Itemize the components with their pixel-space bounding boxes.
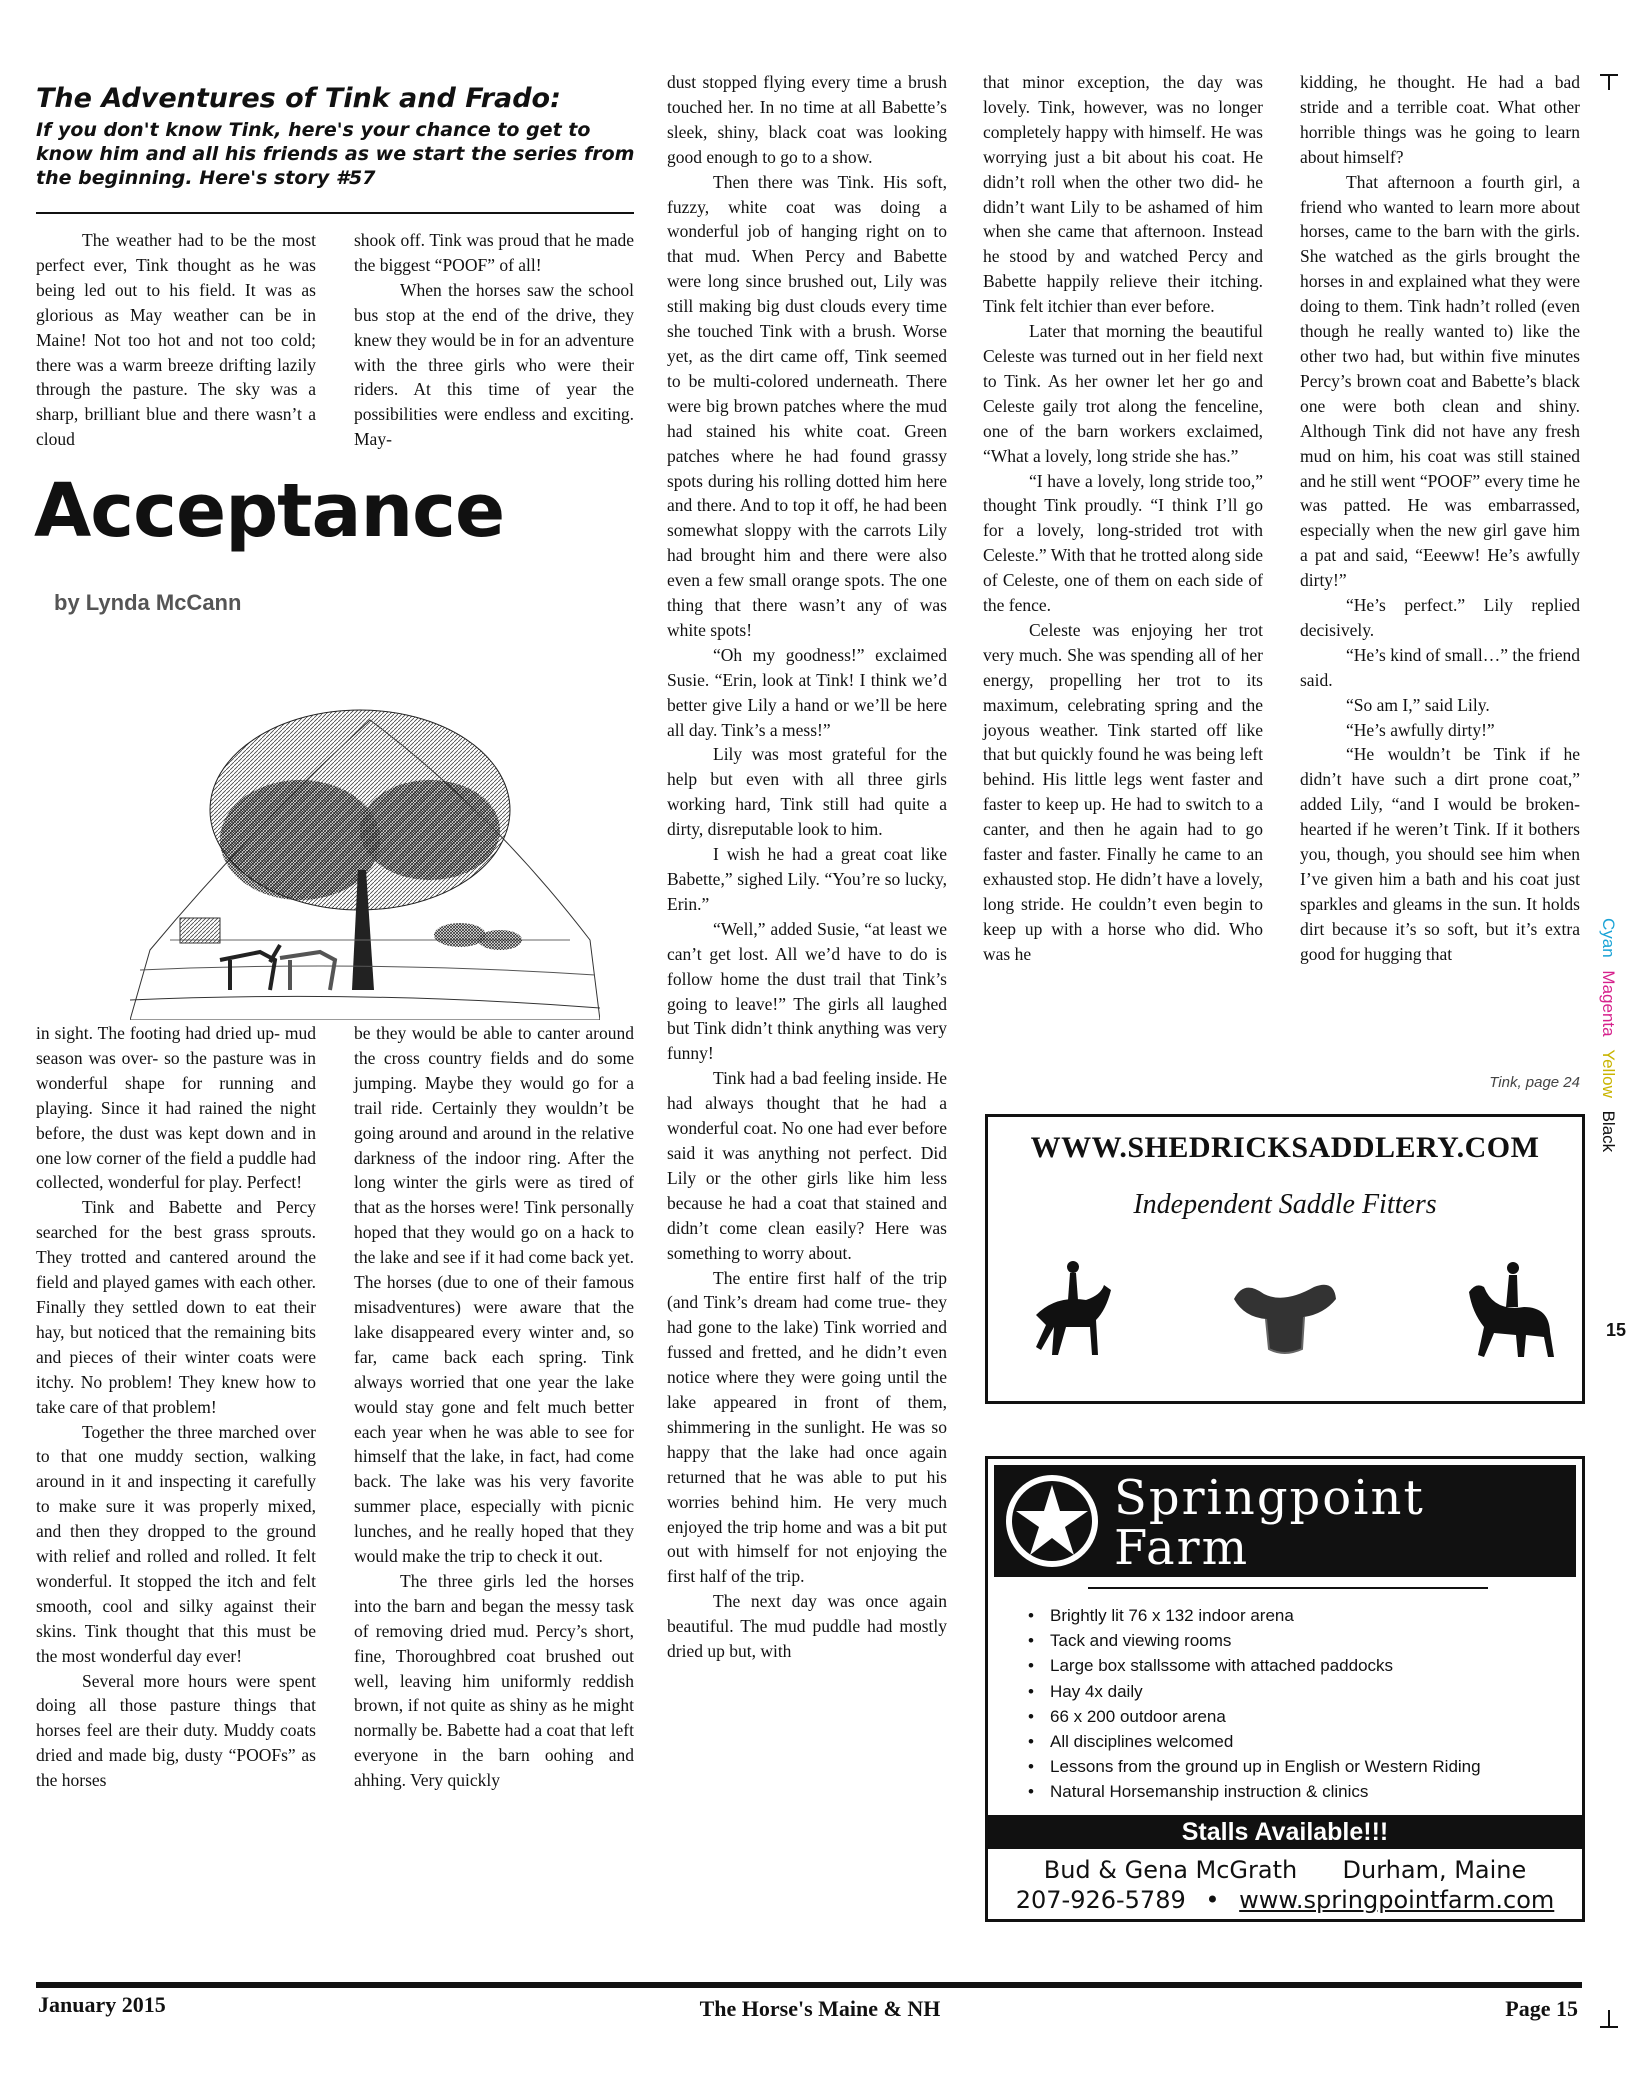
- owners-name: Bud & Gena McGrath: [1043, 1856, 1298, 1884]
- list-item: • Brightly lit 76 x 132 indoor arena: [1028, 1603, 1481, 1628]
- column-1-top: [36, 228, 316, 452]
- owners-line: [988, 1855, 1582, 1885]
- series-title: The Adventures of Tink and Frado:: [36, 83, 561, 114]
- paragraph: The weather had to be the most perfect ever, Tink thought as he was being led out to his field. It was as glorious as May weather can be in Maine! Not too hot and not too cold; there was a warm breeze drifting lazily through the pasture. The sky was a sharp, brilliant blue and there wasn’t a cloud: [36, 230, 316, 450]
- saddle-icon: [1224, 1269, 1344, 1359]
- column-5: [1300, 70, 1580, 967]
- dressage-rider-right-icon: [1454, 1257, 1564, 1367]
- paragraph: be they would be able to canter around the cross country fields and do some jumping. Maybe they would go for a trail ride. Certainly they wouldn’t be going around and around in the relative darkness of the indoor ring. After the long winter the girls were as tired of that as the horses were! Tink personally hoped that they would go on a hack to the lake and see if it had come back yet. The horses (due to one of their famous misadventures) were aware that the lake disappeared every winter and, so far, came back each spring. Tink always worried that one year the lake would stay gone and felt much better each year when he was able to see for himself that the lake, in fact, had come back. The lake was his very favorite summer place, especially with picnic lunches, and he really hoped that they would make the trip to check it out.: [354, 1023, 634, 1567]
- list-item: • Natural Horsemanship instruction & clinics: [1028, 1779, 1481, 1804]
- yellow-label: Yellow: [1599, 1049, 1618, 1098]
- paragraph: Together the three marched over to that one muddy section, walking around in it and inspecting it carefully to make sure it was properly mixed, and then they dropped to the ground with relief and rolled and rolled. It felt wonderful. It stopped the itch and felt smooth, cool and silky against their skins. Tink thought that this must be the most wonderful day ever!: [36, 1421, 316, 1666]
- crop-mark-bottom-stem: [1608, 2010, 1610, 2026]
- paragraph: in sight. The footing had dried up- mud season was over- so the pasture was in wonderful shape for running and playing. Since it had rained the night before, the dust was kept down and in one low corner of the field a puddle had collected, wonderful for play. Perfect!: [36, 1023, 316, 1193]
- farm-phone[interactable]: 207-926-5789: [1015, 1886, 1186, 1914]
- farm-features-list: [1028, 1603, 1481, 1805]
- page-number: Page 15: [1505, 1996, 1578, 2021]
- paragraph: I wish he had a great coat like Babette,” sighed Lily. “You’re so lucky, Erin.”: [667, 844, 947, 914]
- list-item: • Hay 4x daily: [1028, 1679, 1481, 1704]
- continued-on-page: Tink, page 24: [1489, 1074, 1580, 1091]
- paragraph: Lily was most grateful for the help but even with all three girls working hard, Tink still had quite a dirty, disreputable look to him.: [667, 744, 947, 840]
- column-2-bottom: [354, 1021, 634, 1793]
- separator-bullet: •: [1205, 1886, 1220, 1914]
- issue-date: January 2015: [38, 1992, 166, 2017]
- publication-name: The Horse's Maine & NH: [699, 1996, 941, 2021]
- crop-mark-bottom: [1600, 2026, 1618, 2028]
- farm-website-link[interactable]: www.springpointfarm.com: [1239, 1886, 1555, 1914]
- paragraph: Tink had a bad feeling inside. He had always thought that he had a wonderful coat. No one had ever before said it was anything not perfect. Did Lily or the other girls like him less because he had a coat that stained and didn’t come clean easily? Here was something to worry about.: [667, 1068, 947, 1263]
- list-item: • Large box stallssome with attached paddocks: [1028, 1653, 1481, 1678]
- paragraph: “I have a lovely, long stride too,” thought Tink proudly. “I think I’ll go for a lovely, long-strided trot with Celeste.” With that he trotted along side of Celeste, one of them on each side of the fence.: [983, 470, 1263, 616]
- paragraph: Later that morning the beautiful Celeste was turned out in her field next to Tink. As her owner let her go and Celeste gaily trot along the fenceline, one of the barn workers exclaimed, “What a lovely, long stride she has.”: [983, 321, 1263, 466]
- magenta-label: Magenta: [1599, 970, 1618, 1037]
- paragraph: “He’s awfully dirty!”: [1346, 719, 1495, 740]
- pastoral-engraving-illustration: [130, 690, 600, 1020]
- farm-location: Durham, Maine: [1342, 1856, 1527, 1884]
- column-3: [667, 70, 947, 1664]
- column-1-bottom: [36, 1021, 316, 1793]
- folio-number: 15: [1606, 1320, 1627, 1340]
- paragraph: “He wouldn’t be Tink if he didn’t have such a dirt prone coat,” added Lily, “and I would be broken-hearted if he weren’t Tink. If it bothers you, though, you should see him when I’ve given him a bath and his coat just sparkles and gleams in the sun. It holds dirt because it’s so soft, but it’s extra good for hugging that: [1300, 744, 1580, 964]
- ad-shedrick-saddlery: [985, 1114, 1585, 1404]
- paragraph: “He’s kind of small…” the friend said.: [1300, 644, 1580, 690]
- dressage-rider-left-icon: [1016, 1255, 1116, 1365]
- list-item: • Lessons from the ground up in English or Western Riding: [1028, 1754, 1481, 1779]
- paragraph: When the horses saw the school bus stop at the end of the drive, they knew they would be in for an adventure with the three girls who were their riders. At this time of year the possibilities were endless and exciting. May-: [354, 279, 634, 450]
- paragraph: The next day was once again beautiful. The mud puddle had mostly dried up but, with: [667, 1591, 947, 1662]
- paragraph: dust stopped flying every time a brush touched her. In no time at all Babette’s sleek, shiny, black coat was looking good enough to go to a show.: [667, 72, 947, 167]
- paragraph: The three girls led the horses into the barn and began the messy task of removing dried mud. Percy’s short, fine, Thoroughbred coat brushed out well, leaving him uniformly reddish brown, if not quite as shiny as he might normally be. Babette had a coat that left everyone in the barn oohing and ahhing. Very quickly: [354, 1570, 634, 1791]
- farm-contact: [988, 1855, 1582, 1915]
- paragraph: Celeste was enjoying her trot very much. She was spending all of her energy, propelling her trot to its maximum, celebrating spring and the joyous weather. Tink started off like that but quickly found he was being left behind. His little legs went faster and faster to keep up. He had to switch to a canter, and then he again had to go faster and faster. Finally he came to an exhausted stop. He didn’t have a lovely, long stride. He couldn’t even begin to keep up with a horse who did. Who was he: [983, 619, 1263, 964]
- black-label: Black: [1599, 1110, 1618, 1153]
- ad-springpoint-farm: [985, 1456, 1585, 1922]
- paragraph: “Oh my goodness!” exclaimed Susie. “Erin, look at Tink! I think we’d better give Lily a hand or we’ll be here all day. Tink’s a mess!”: [667, 644, 947, 740]
- farm-logo-text: Springpoint Farm: [1114, 1470, 1425, 1576]
- byline: by Lynda McCann: [54, 590, 242, 615]
- list-item: • Tack and viewing rooms: [1028, 1628, 1481, 1653]
- paragraph: “He’s perfect.” Lily replied decisively.: [1300, 595, 1580, 640]
- paragraph: That afternoon a fourth girl, a friend who wanted to learn more about horses, came to the barn with the girls. She watched as the girls brought the horses in and explained what they were doing to them. Tink hadn’t rolled (even though he really wanted to) like the other two had, but within five minutes Percy’s brown coat and Babette’s black one were both clean and shiny. Although Tink did not have any fresh mud on him, his coat was still stained and he still went “POOF” every time he was patted. He was embarrassed, especially when the new girl gave him a pat and said, “Eeeww! He’s awfully dirty!”: [1300, 171, 1580, 591]
- column-2-top: [354, 228, 634, 452]
- footer-rule: [36, 1982, 1582, 1988]
- header-rule: [36, 212, 634, 214]
- paragraph: Several more hours were spent doing all those pasture things that horses feel are their duty. Muddy coats dried and made big, dusty “POOFs” as the horses: [36, 1670, 316, 1791]
- paragraph: The entire first half of the trip (and Tink’s dream had come true- they had gone to the lake) Tink worried and fussed and fretted, and he didn’t even notice where they were going until the lake appeared in front of them, shimmering in the sunlight. He was so happy that the lake had once again returned that he was able to put his worries behind him. He very much enjoyed the trip home and was a bit put out with himself for not enjoying the first half of the trip.: [667, 1267, 947, 1587]
- paragraph: shook off. Tink was proud that he made the biggest “POOF” of all!: [354, 230, 634, 275]
- paragraph: Then there was Tink. His soft, fuzzy, white coat was doing a wonderful job of hanging right on to that mud. When Percy and Babette were long since brushed out, Lily was still making big dust clouds every time she touched Tink with a brush. Worse yet, as the dirt came off, Tink seemed to be multi-colored underneath. There were big brown patches where the mud had stained his white coat. Green patches where he had found grassy spots during his rolling dotted him here and there. And to top it off, he had been somewhat sloppy with the carrots Lily had brought him and there were also even a few small orange spots. The one thing that there wasn’t any of was white spots!: [667, 171, 947, 640]
- star-emblem-icon: [1002, 1471, 1102, 1571]
- paragraph: “Well,” added Susie, “at least we can’t get lost. All we’d have to do is follow home the dust trail that Tink’s going to leave!” The girls all laughed but Tink didn’t think anything was very funny!: [667, 918, 947, 1064]
- ad-saddlery-tagline: Independent Saddle Fitters: [1133, 1189, 1437, 1220]
- column-4: [983, 70, 1263, 967]
- article-title: Acceptance: [34, 468, 505, 554]
- cyan-label: Cyan: [1599, 918, 1618, 958]
- stalls-available-banner: Stalls Available!!!: [988, 1815, 1582, 1849]
- farm-logo-banner: [994, 1465, 1576, 1577]
- ad-saddlery-url[interactable]: WWW.SHEDRICKSADDLERY.COM: [1030, 1131, 1540, 1164]
- paragraph: “So am I,” said Lily.: [1346, 694, 1490, 715]
- crop-mark-top-stem: [1608, 74, 1610, 90]
- paragraph: kidding, he thought. He had a bad stride and a terrible coat. What other horrible things was he going to learn about himself?: [1300, 72, 1580, 167]
- list-item: • All disciplines welcomed: [1028, 1729, 1481, 1754]
- ad-divider: [1088, 1587, 1488, 1589]
- series-subtitle: If you don't know Tink, here's your chance to get to know him and all his friends as we start the series from the beginning. Here's story #57: [36, 119, 635, 189]
- phone-web-line: [988, 1885, 1582, 1915]
- paragraph: that minor exception, the day was lovely. Tink, however, was no longer completely happy with himself. He was worrying just a bit about his coat. He didn’t roll when the other two did- he didn’t want Lily to be ashamed of him when she came that afternoon. Instead he stood by and watched Percy and Babette happily relieve their itching. Tink felt itchier than ever before.: [983, 72, 1263, 317]
- list-item: • 66 x 200 outdoor arena: [1028, 1704, 1481, 1729]
- paragraph: Tink and Babette and Percy searched for the best grass sprouts. They trotted and cantered around the field and played games with each other. Finally they settled down to eat their hay, but noticed that the remaining bits and pieces of their winter coats were itchy. No problem! They knew how to take care of that problem!: [36, 1197, 316, 1417]
